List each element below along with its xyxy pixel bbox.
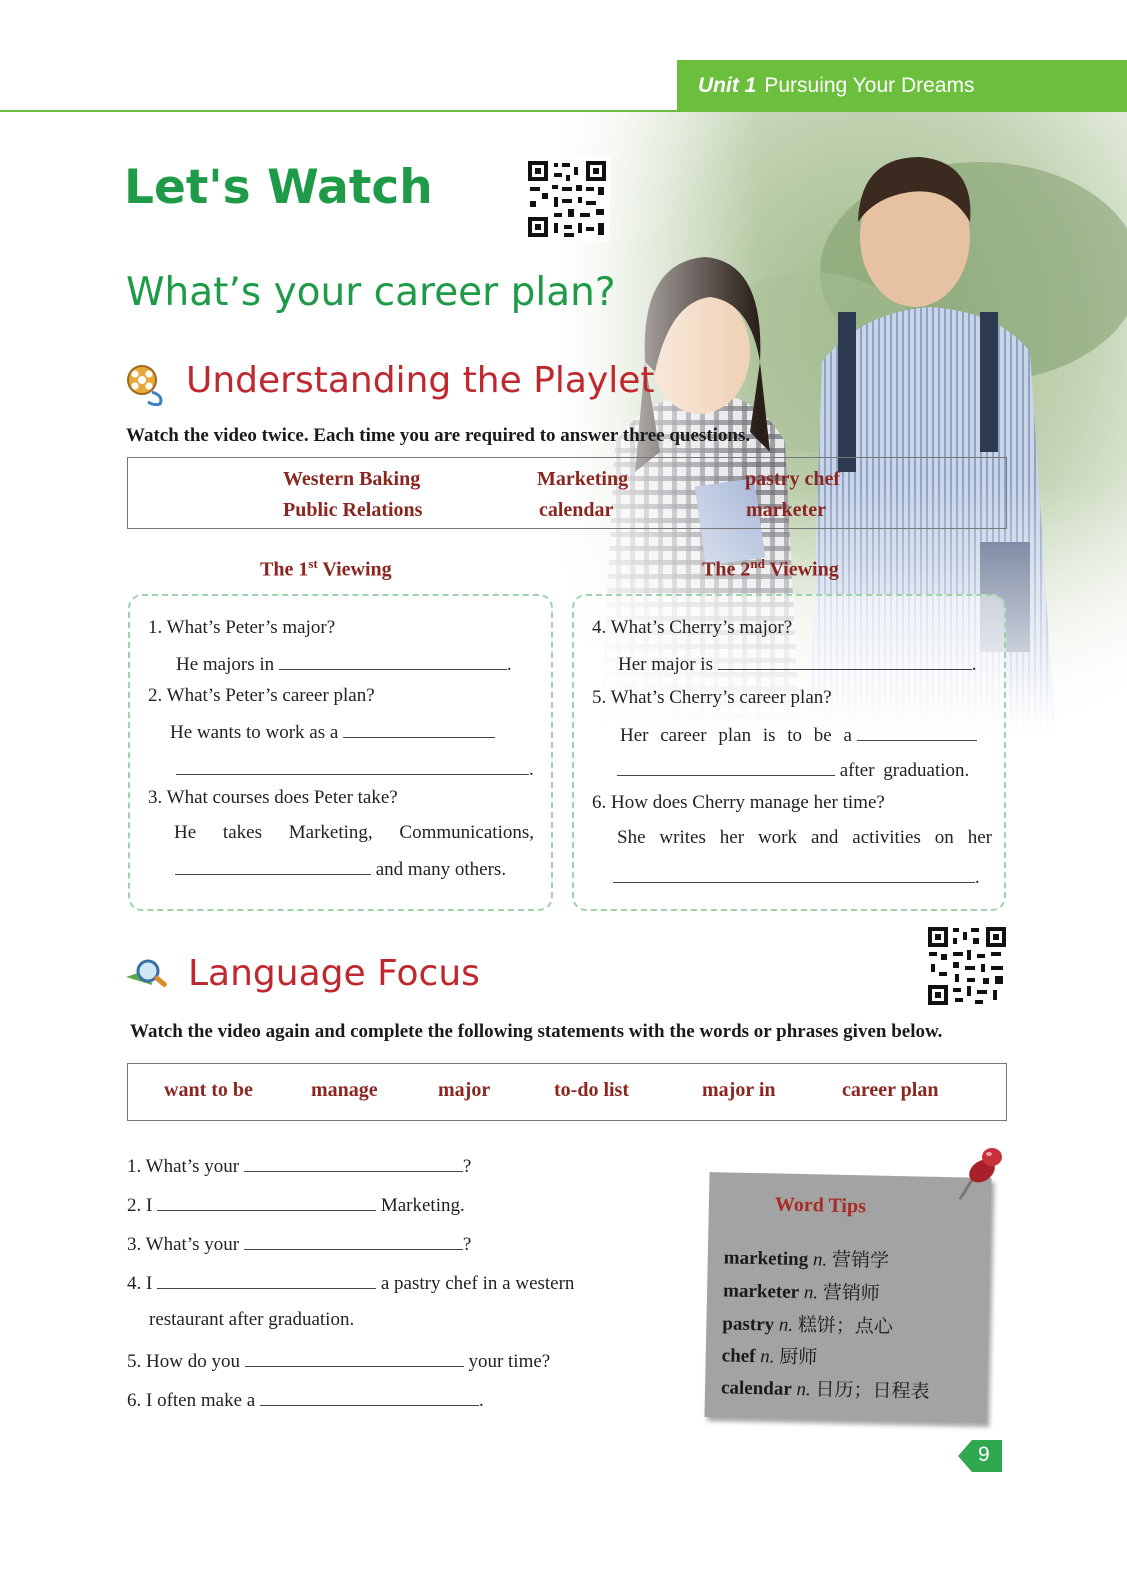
answer-3: He takes Marketing, Communications, — [174, 822, 534, 843]
word-bank-item: major in — [702, 1079, 776, 1101]
answer-blank[interactable] — [617, 757, 835, 776]
answer-blank[interactable] — [175, 856, 371, 875]
answer-1: He majors in . — [176, 651, 512, 676]
answer-blank[interactable] — [613, 864, 975, 883]
tip-item: marketer n. 营销师 — [722, 1280, 881, 1305]
word-bank-item: Western Baking — [283, 468, 421, 490]
word-bank-item: manage — [311, 1079, 378, 1101]
magnifier-icon — [124, 955, 170, 995]
answer-blank[interactable] — [718, 651, 972, 670]
answer-6: She writes her work and activities on her — [617, 827, 992, 848]
word-tips-title: Word Tips — [774, 1193, 867, 1218]
section-heading-playlet: Understanding the Playlet — [186, 360, 655, 401]
word-bank-item: to-do list — [554, 1079, 629, 1101]
statement-blank[interactable] — [244, 1231, 463, 1250]
answer-5: Her career plan is to be a — [620, 722, 977, 747]
statement-3: 3. What’s your ? — [127, 1231, 471, 1256]
statement-blank[interactable] — [157, 1270, 376, 1289]
first-viewing-label: The 1st Viewing — [260, 556, 392, 581]
playlet-instruction: Watch the video twice. Each time you are required to answer three questions. — [126, 425, 751, 446]
question-1: 1. What’s Peter’s major? — [148, 617, 336, 638]
qr-code-video[interactable] — [524, 157, 610, 241]
statement-6: 6. I often make a . — [127, 1387, 484, 1412]
page-number — [958, 1440, 1002, 1472]
unit-label: Unit 1 — [698, 74, 757, 97]
push-pin-icon — [952, 1143, 1006, 1203]
tip-item: calendar n. 日历；日程表 — [720, 1377, 930, 1403]
question-5: 5. What’s Cherry’s career plan? — [592, 687, 832, 708]
answer-5-continued: after graduation. — [617, 757, 969, 782]
word-bank-item: Marketing — [537, 468, 629, 490]
statement-blank[interactable] — [157, 1192, 376, 1211]
statement-4-continued: restaurant after graduation. — [149, 1309, 355, 1330]
word-tips-note — [704, 1172, 991, 1423]
tip-item: marketing n. 营销学 — [723, 1247, 890, 1272]
answer-3-continued: and many others. — [175, 856, 506, 881]
question-6: 6. How does Cherry manage her time? — [592, 792, 885, 813]
section-heading-language: Language Focus — [188, 953, 480, 994]
word-bank-item: career plan — [842, 1079, 939, 1101]
language-instruction: Watch the video again and complete the following statements with the words or phrases given below. — [130, 1021, 943, 1042]
unit-header — [677, 60, 1127, 111]
tip-item: chef n. 厨师 — [721, 1345, 818, 1369]
answer-blank[interactable] — [343, 719, 495, 738]
qr-code-language[interactable] — [925, 924, 1009, 1008]
word-bank-item: Public Relations — [283, 499, 423, 521]
film-reel-icon — [124, 362, 168, 406]
statement-2: 2. I Marketing. — [127, 1192, 465, 1217]
question-3: 3. What courses does Peter take? — [148, 787, 398, 808]
tip-item: pastry n. 糕饼；点心 — [722, 1313, 894, 1338]
answer-2: He wants to work as a — [170, 719, 495, 744]
page-number-text: 9 — [978, 1443, 990, 1466]
lesson-subtitle: What’s your career plan? — [126, 270, 616, 315]
answer-blank[interactable] — [176, 756, 529, 775]
statement-1: 1. What’s your ? — [127, 1153, 471, 1178]
statement-blank[interactable] — [260, 1387, 479, 1406]
statement-blank[interactable] — [245, 1348, 464, 1367]
word-bank-item: calendar — [539, 499, 614, 521]
statement-4: 4. I a pastry chef in a western — [127, 1270, 574, 1295]
statement-5: 5. How do you your time? — [127, 1348, 550, 1373]
word-bank-item: major — [438, 1079, 491, 1101]
question-4: 4. What’s Cherry’s major? — [592, 617, 793, 638]
answer-blank[interactable] — [857, 722, 977, 741]
statement-blank[interactable] — [244, 1153, 463, 1172]
question-2: 2. What’s Peter’s career plan? — [148, 685, 375, 706]
word-bank-item: want to be — [164, 1079, 253, 1101]
second-viewing-label: The 2nd Viewing — [702, 556, 839, 581]
word-bank-item: pastry chef — [745, 468, 840, 490]
word-bank-item: marketer — [746, 499, 826, 521]
answer-4: Her major is . — [618, 651, 976, 676]
answer-blank[interactable] — [279, 651, 507, 670]
page-title: Let's Watch — [124, 160, 433, 215]
answer-6-continued: . — [613, 864, 980, 889]
answer-2-continued: . — [176, 756, 534, 781]
unit-title: Pursuing Your Dreams — [764, 74, 975, 97]
